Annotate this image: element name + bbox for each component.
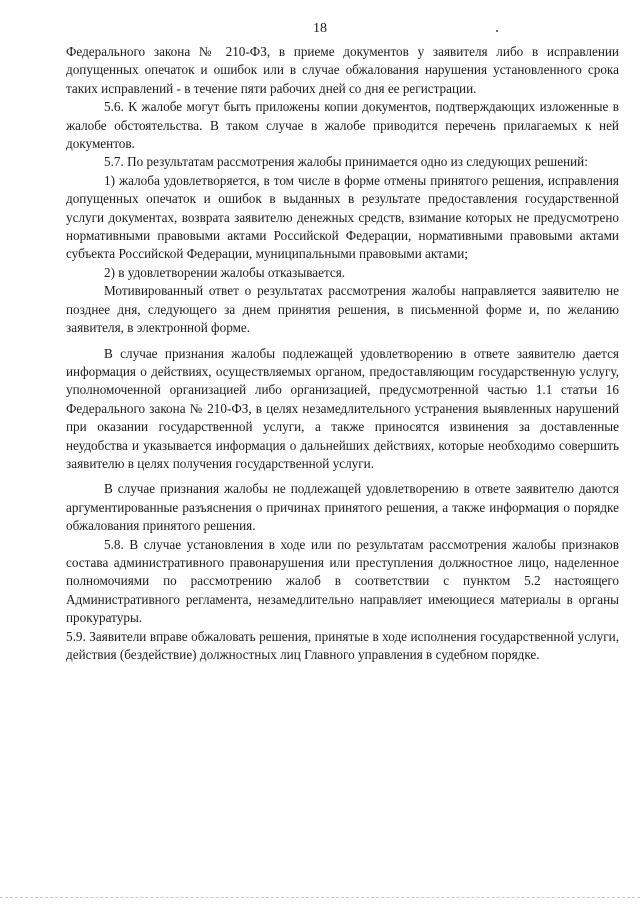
scan-bottom-edge — [0, 897, 640, 898]
paragraph-5-7-item-2: 2) в удовлетворении жалобы отказывается. — [104, 264, 346, 280]
page-number: 18 — [313, 21, 327, 36]
paragraph-5-6: 5.6. К жалобе могут быть приложены копии документов, подтверждающих изложенные в жалобе обстоятельства. В таком случае в жалобе приводится перечень прилагаемых к ней документов. — [66, 99, 619, 152]
paragraph-5-7: 5.7. По результатам рассмотрения жалобы принимается одно из следующих решений: — [104, 154, 588, 170]
document-body — [66, 43, 619, 664]
paragraph-5-7-item-1: 1) жалоба удовлетворяется, в том числе в форме отмены принятого решения, исправления допущенных опечаток и ошибок в выданных в результате предоставления государственной услуги документах, возврата заявителю денежных средств, взимание которых не предусмотрено нормативными правовыми актами Российской Федерации, нормативными правовыми актами субъекта Российской Федерации, муниципальными правовыми актами; — [66, 172, 619, 262]
paragraph-complaint-satisfied: В случае признания жалобы подлежащей удовлетворению в ответе заявителю дается информация о действиях, осуществляемых органом, предоставляющим государственную услугу, уполномоченной организацией либо организацией, предусмотренной частью 1.1 статьи 16 Федерального закона № 210-ФЗ, в целях незамедлительного устранения выявленных нарушений при оказании государственной услуги, а также приносятся извинения за доставленные неудобства и указывается информация о дальнейших действиях, которые необходимо совершить заявителю в целях получения государственной услуги. — [66, 345, 619, 471]
paragraph-5-8: 5.8. В случае установления в ходе или по результатам рассмотрения жалобы признаков состава административного правонарушения или преступления должностное лицо, наделенное полномочиями по рассмотрению жалоб в соответствии с пунктом 5.2 настоящего Административного регламента, незамедлительно направляет имеющиеся материалы в органы прокуратуры. — [66, 536, 619, 626]
paragraph-continuation: Федерального закона № 210-ФЗ, в приеме документов у заявителя либо в исправлении допущенных опечаток и ошибок или в случае обжалования нарушения установленного срока таких исправлений - в течение пяти рабочих дней со дня ее регистрации. — [66, 44, 619, 96]
paragraph-motivated-answer: Мотивированный ответ о результатах рассмотрения жалобы направляется заявителю не позднее дня, следующего за днем принятия решения, в письменной форме и, по желанию заявителя, в электронной форме. — [66, 283, 619, 336]
paragraph-complaint-rejected: В случае признания жалобы не подлежащей удовлетворению в ответе заявителю даются аргументированные разъяснения о причинах принятого решения, а также информация о порядке обжалования принятого решения. — [66, 481, 619, 534]
paragraph-5-9: 5.9. Заявители вправе обжаловать решения, принятые в ходе исполнения государственной услуги, действия (бездействие) должностных лиц Главного управления в судебном порядке. — [66, 628, 619, 662]
scan-speck — [496, 30, 498, 32]
